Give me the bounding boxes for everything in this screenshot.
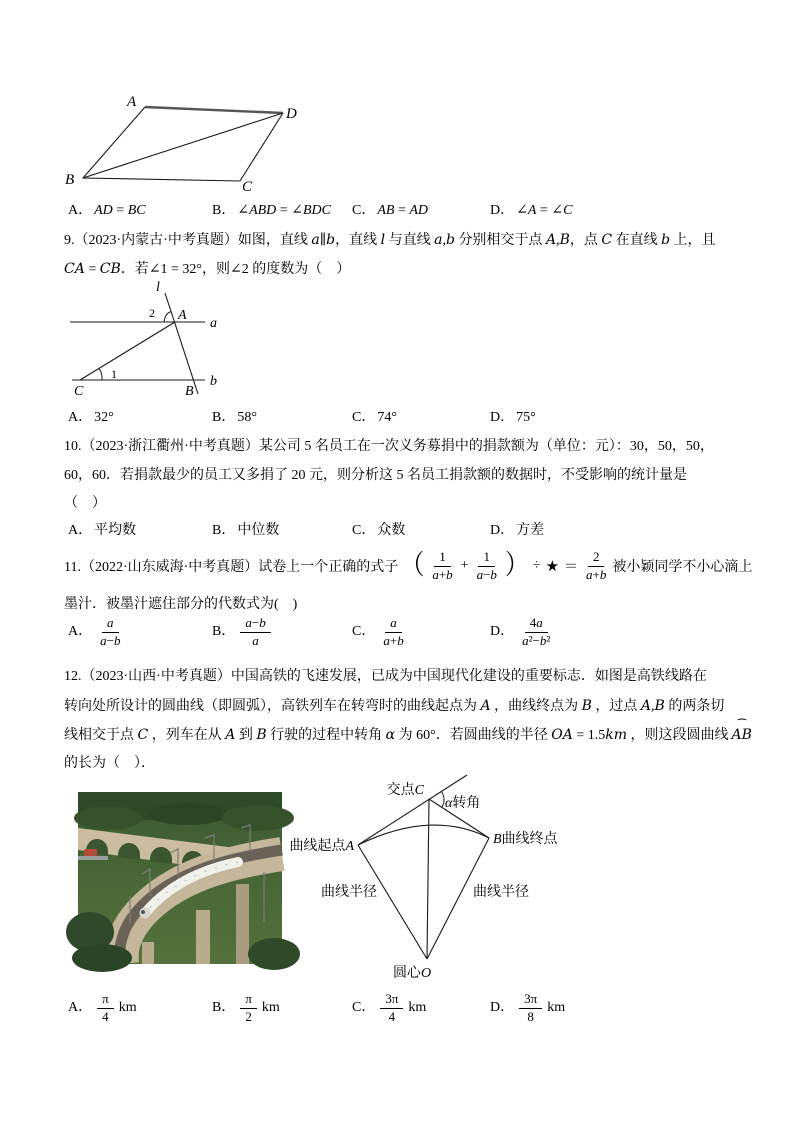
fraction-1-over-a-plus-b: $\frac{1}{a+b}$ bbox=[432, 548, 453, 582]
q12-text-line4: 的长为（ ）． bbox=[64, 756, 155, 771]
label-intersection-C: 交点C bbox=[386, 783, 424, 798]
q12-text-line2: 转向处所设计的圆曲线（即圆弧），高铁列车在转弯时的曲线起点为 A ，曲线终点为 B ，过点 A,B 的两条切 bbox=[64, 698, 725, 714]
vertex-label-D: D bbox=[286, 106, 297, 122]
train-photo bbox=[78, 792, 282, 964]
q12-option-b: B． $\frac{\pi}{2}$ km bbox=[212, 990, 280, 1024]
q9-option-d: D． 75° bbox=[490, 410, 536, 425]
q12-option-d: D． $\frac{3\pi}{8}$ km bbox=[490, 990, 566, 1024]
q11-option-d: D． $\frac{4a}{\text{a²−b²}}$ bbox=[490, 614, 551, 648]
q9-option-c: C． 74° bbox=[352, 410, 397, 425]
arc-AB: ⌢ AB bbox=[731, 714, 752, 743]
q11-text-line2: 墨汁．被墨汁遮住部分的代数式为( ) bbox=[64, 597, 298, 612]
q8-parallelogram-diagram bbox=[64, 94, 309, 196]
vertex-label-C: C bbox=[242, 179, 253, 195]
q10-text-line2: 60，60．若捐款最少的员工又多捐了 20 元，则分析这 5 名员工捐款额的数据时，不受影响的统计量是 bbox=[64, 468, 687, 483]
label-b: b bbox=[210, 374, 217, 389]
arc-symbol: ⌢ bbox=[736, 714, 748, 725]
q10-option-b: B． 中位数 bbox=[212, 523, 280, 538]
q11-options bbox=[64, 608, 744, 656]
q10-option-d: D． 方差 bbox=[490, 523, 545, 538]
label-C: C bbox=[74, 384, 84, 399]
close-paren: ） bbox=[504, 551, 529, 581]
diagonal-BD bbox=[83, 113, 283, 178]
q8-option-c: C． AB = AD bbox=[352, 203, 429, 218]
edge-AD bbox=[145, 107, 283, 113]
q10-options bbox=[64, 520, 744, 542]
label-B: B bbox=[185, 384, 194, 399]
q10-text-line3: （ ） bbox=[64, 496, 106, 511]
fraction-2-over-a-plus-b: $\frac{2}{a+b}$ bbox=[586, 548, 607, 582]
q9-options bbox=[64, 407, 744, 429]
label-curve-start-A: 曲线起点A bbox=[289, 839, 354, 854]
label-alpha-turn-angle: α转角 bbox=[445, 796, 481, 811]
label-curve-radius-left: 曲线半径 bbox=[321, 885, 377, 900]
arc-AB-curve bbox=[358, 825, 489, 845]
angle1-arc bbox=[99, 369, 102, 381]
ink-star-icon: ★ bbox=[545, 558, 560, 575]
lower-road bbox=[78, 856, 108, 860]
q9-text-line2: CA = CB．若∠1 = 32°，则∠2 的度数为（ ） bbox=[64, 261, 351, 277]
q8-option-a: A． AD = BC bbox=[68, 203, 146, 218]
q12-text-line1: 12.（2023·山西·中考真题）中国高铁的飞速发展，已成为中国现代化建设的重要标志．如图是高铁线路在 bbox=[64, 669, 707, 684]
radius-OA bbox=[358, 845, 427, 959]
q9-text-line1: 9.（2023·内蒙古·中考真题）如图，直线 a∥b，直线 l 与直线 a,b 分别相交于点 A,B，点 C 在直线 b 上，且 bbox=[64, 232, 716, 248]
q11-formula-line: 11.（2022·山东威海·中考真题）试卷上一个正确的式子 （ $\frac{1}{a+b}$ + $\frac{1}{a-b}$ ） ÷ ★ ＝ $\frac{2}{a+b}$ 被小颖同学不小心滴上 bbox=[64, 548, 753, 582]
q9-option-a: A． 32° bbox=[68, 410, 114, 425]
label-center-O: 圆心O bbox=[392, 966, 432, 981]
q10-text-line1: 10.（2023·浙江衢州·中考真题）某公司 5 名员工在一次义务募捐中的捐款额为（单位：元）：30，50，50， bbox=[64, 439, 714, 454]
red-truck bbox=[84, 849, 97, 856]
label-curve-radius-right: 曲线半径 bbox=[473, 885, 529, 900]
q11-option-b: B． $\frac{a-b}{a}$ bbox=[212, 615, 352, 650]
q8-option-d: D． ∠A = ∠C bbox=[490, 203, 573, 218]
label-l: l bbox=[156, 280, 160, 295]
q12-text-line3: 线相交于点 C ，列车在从 A 到 B 行驶的过程中转角 α 为 60°．若圆曲线的半径 OA = 1.5km ，则这段圆曲线 ⌢ AB bbox=[64, 724, 740, 748]
train-nose bbox=[140, 908, 151, 919]
q9-angles-diagram bbox=[64, 281, 234, 401]
line-OC bbox=[427, 799, 429, 959]
q8-option-b: B． ∠ABD = ∠BDC bbox=[212, 203, 331, 218]
q11-option-c: C． $\frac{a}{a+b}$ bbox=[352, 614, 404, 648]
q12-option-c: C． $\frac{3\pi}{4}$ km bbox=[352, 990, 427, 1024]
label-angle2: 2 bbox=[149, 306, 155, 320]
q8-options bbox=[64, 200, 744, 222]
q10-option-c: C． 众数 bbox=[352, 523, 406, 538]
q9-option-b: B． 58° bbox=[212, 410, 257, 425]
alpha-angle-arc bbox=[441, 791, 444, 807]
segment-CA bbox=[80, 322, 175, 380]
vertex-label-A: A bbox=[127, 94, 137, 110]
label-curve-end-B: B曲线终点 bbox=[493, 832, 558, 847]
label-A: A bbox=[178, 308, 187, 323]
divide-sign: ÷ bbox=[532, 558, 541, 573]
q11-option-a: A． $\frac{a}{a-b}$ bbox=[68, 614, 121, 648]
label-a: a bbox=[210, 316, 217, 331]
label-angle1: 1 bbox=[111, 367, 117, 381]
angle2-arc bbox=[164, 312, 172, 323]
q10-option-a: A． 平均数 bbox=[68, 523, 137, 538]
fraction-1-over-a-minus-b: $\frac{1}{a-b}$ bbox=[476, 548, 497, 582]
open-paren: （ bbox=[400, 551, 425, 581]
vertex-label-B: B bbox=[65, 172, 75, 188]
q12-options bbox=[64, 984, 744, 1032]
q12-curve-diagram bbox=[288, 763, 570, 985]
q12-option-a: A． $\frac{\pi}{4}$ km bbox=[68, 990, 137, 1024]
